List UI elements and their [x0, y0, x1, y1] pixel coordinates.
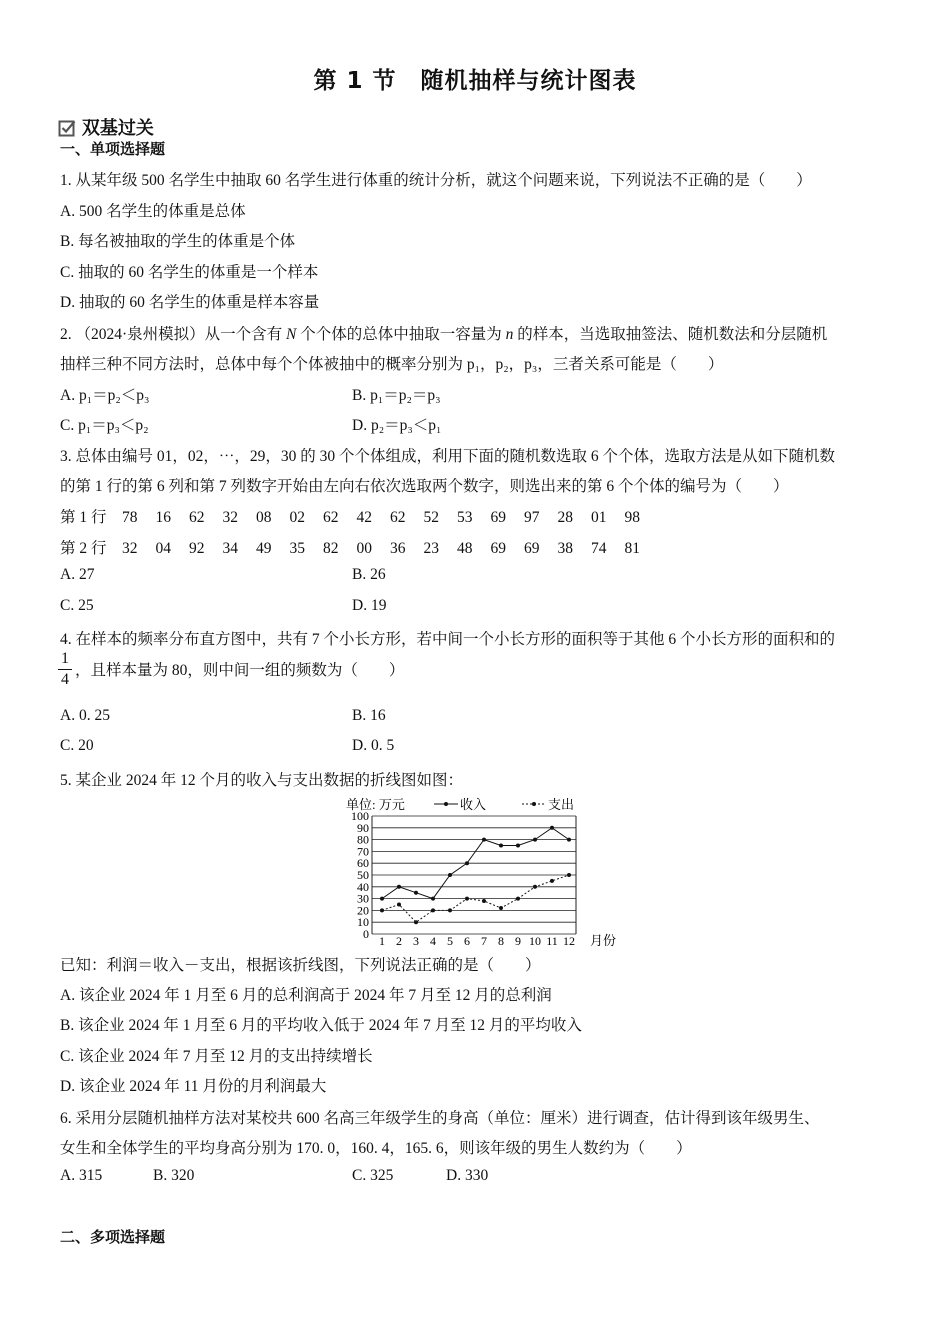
- random-number: 36: [390, 540, 406, 557]
- income-point: [482, 838, 486, 842]
- q3-option-d: D. 19: [352, 597, 387, 614]
- random-number: 97: [524, 509, 540, 526]
- q2-stem-line2: 抽样三种不同方法时，总体中每个个体被抽中的概率分别为 p₁，p₂，p₃，三者关系可能是（ ）: [60, 356, 724, 373]
- y-tick-label: 60: [357, 856, 369, 871]
- section-header-label: 双基过关: [81, 118, 154, 139]
- random-table-row-2: 第 2 行 32 04 92 34 49 35 82 00 36 23 48 69 69 38 74 81: [60, 536, 658, 558]
- q4-stem-line2: ，且样本量为 80，则中间一组的频数为（ ）: [75, 662, 405, 679]
- random-number: 35: [289, 540, 305, 557]
- q4-option-b: B. 16: [352, 707, 386, 724]
- random-number: 23: [423, 540, 439, 557]
- q1-option-a: A. 500 名学生的体重是总体: [60, 203, 246, 220]
- x-tick-label: 6: [464, 934, 470, 948]
- q3-option-a: A. 27: [60, 566, 95, 583]
- random-number: 69: [490, 509, 506, 526]
- random-number: 82: [323, 540, 339, 557]
- x-tick-label: 4: [430, 934, 436, 948]
- y-tick-label: 70: [357, 844, 369, 859]
- x-tick-label: 3: [413, 934, 419, 948]
- q5-known-condition: 已知：利润＝收入－支出，根据该折线图，下列说法正确的是（ ）: [60, 957, 541, 974]
- q2-option-d: D. p₂＝p₃＜p₁: [352, 417, 442, 434]
- q5-option-a: A. 该企业 2024 年 1 月至 6 月的总利润高于 2024 年 7 月至 12 月的总利润: [60, 987, 552, 1004]
- income-point: [533, 838, 537, 842]
- random-number: 49: [256, 540, 272, 557]
- legend-income-label: 收入: [460, 797, 487, 812]
- y-tick-label: 80: [357, 832, 369, 847]
- q2-option-a: A. p₁＝p₂＜p₃: [60, 387, 150, 404]
- chart-unit-label: 单位: 万元: [346, 797, 405, 812]
- random-number: 74: [591, 540, 607, 557]
- section-header: [58, 114, 154, 140]
- expense-point: [482, 899, 486, 903]
- random-number: 92: [189, 540, 205, 557]
- random-number: 08: [256, 509, 272, 526]
- part-two-heading: 二、多项选择题: [60, 1228, 166, 1246]
- random-number: 81: [624, 540, 640, 557]
- q1-stem: 1. 从某年级 500 名学生中抽取 60 名学生进行体重的统计分析，就这个问题来说，下列说法不正确的是（ ）: [60, 172, 812, 189]
- random-number: 04: [155, 540, 171, 557]
- expense-point: [380, 908, 384, 912]
- random-number: 98: [624, 509, 640, 526]
- part-one-heading: 一、单项选择题: [60, 140, 166, 158]
- x-tick-label: 11: [546, 934, 558, 948]
- income-point: [550, 826, 554, 830]
- random-table-row-1: 第 1 行 78 16 62 32 08 02 62 42 62 52 53 69 97 28 01 98: [60, 505, 658, 527]
- q2-option-b: B. p₁＝p₂＝p₃: [352, 387, 441, 404]
- y-tick-label: 0: [363, 927, 369, 941]
- random-number: 32: [122, 540, 138, 557]
- random-number: 00: [356, 540, 372, 557]
- y-tick-label: 30: [357, 891, 369, 906]
- x-tick-label: 10: [529, 934, 541, 948]
- q1-option-b: B. 每名被抽取的学生的体重是个体: [60, 233, 296, 250]
- q1-option-d: D. 抽取的 60 名学生的体重是样本容量: [60, 294, 320, 311]
- chart-legend: [434, 797, 574, 812]
- random-number: 52: [423, 509, 439, 526]
- q4-option-c: C. 20: [60, 737, 94, 754]
- income-point: [499, 844, 503, 848]
- x-tick-label: 9: [515, 934, 521, 948]
- expense-point: [567, 873, 571, 877]
- income-expense-line-chart: [330, 794, 620, 954]
- expense-point: [414, 920, 418, 924]
- q3-stem-line1: 3. 总体由编号 01，02，⋯，29，30 的 30 个个体组成，利用下面的随机数选取 6 个个体，选取方法是从如下随机数: [60, 448, 836, 465]
- x-tick-label: 1: [379, 934, 385, 948]
- q4-option-d: D. 0. 5: [352, 737, 395, 754]
- page-title: 第 1 节 随机抽样与统计图表: [313, 68, 637, 94]
- random-number: 28: [557, 509, 573, 526]
- random-number: 62: [390, 509, 406, 526]
- q4-option-a: A. 0. 25: [60, 707, 110, 724]
- random-number: 16: [155, 509, 171, 526]
- expense-point: [465, 897, 469, 901]
- income-point: [516, 844, 520, 848]
- legend-income-marker: [444, 802, 448, 806]
- random-number: 34: [222, 540, 238, 557]
- q1-option-c: C. 抽取的 60 名学生的体重是一个样本: [60, 264, 319, 281]
- income-point: [567, 838, 571, 842]
- q6-stem-line1: 6. 采用分层随机抽样方法对某校共 600 名高三年级学生的身高（单位：厘米）进行调查，估计得到该年级男生、: [60, 1110, 820, 1127]
- checkbox-icon: [58, 119, 76, 137]
- x-axis-label: 月份: [590, 933, 617, 948]
- income-point: [380, 897, 384, 901]
- income-point: [465, 861, 469, 865]
- random-number: 53: [457, 509, 473, 526]
- q6-option-d: D. 330: [446, 1167, 489, 1184]
- expense-point: [397, 903, 401, 907]
- y-tick-label: 20: [357, 903, 369, 918]
- expense-point: [431, 908, 435, 912]
- q3-option-c: C. 25: [60, 597, 94, 614]
- legend-expense-label: 支出: [548, 797, 575, 812]
- q6-option-b: B. 320: [153, 1167, 195, 1184]
- q5-stem: 5. 某企业 2024 年 12 个月的收入与支出数据的折线图如图：: [60, 772, 464, 789]
- income-point: [431, 897, 435, 901]
- random-number: 62: [189, 509, 205, 526]
- y-tick-label: 50: [357, 868, 369, 882]
- q6-option-a: A. 315: [60, 1167, 103, 1184]
- y-tick-label: 40: [357, 879, 369, 894]
- expense-point: [533, 885, 537, 889]
- random-number: 69: [490, 540, 506, 557]
- q2-stem-line1: 2. （2024·泉州模拟）从一个含有 N 个个体的总体中抽取一容量为 n 的样本，当选取抽签法、随机数法和分层随机: [60, 326, 828, 343]
- q4-stem-line1: 4. 在样本的频率分布直方图中，共有 7 个小长方形，若中间一个小长方形的面积等于其他 6 个小长方形的面积和的: [60, 631, 836, 648]
- y-tick-label: 10: [357, 915, 369, 930]
- x-tick-label: 7: [481, 934, 487, 948]
- q3-stem-line2: 的第 1 行的第 6 列和第 7 列数字开始由左向右依次选取两个数字，则选出来的第 6 个个体的编号为（ ）: [60, 478, 789, 495]
- expense-point: [550, 879, 554, 883]
- q6-option-c: C. 325: [352, 1167, 394, 1184]
- q3-option-b: B. 26: [352, 566, 386, 583]
- x-tick-label: 12: [563, 934, 575, 948]
- x-tick-label: 5: [447, 934, 453, 948]
- expense-point: [448, 908, 452, 912]
- random-number: 48: [457, 540, 473, 557]
- income-point: [397, 885, 401, 889]
- income-point: [414, 891, 418, 895]
- random-number: 38: [557, 540, 573, 557]
- random-number: 69: [524, 540, 540, 557]
- random-number: 32: [222, 509, 238, 526]
- x-tick-label: 2: [396, 934, 402, 948]
- random-number: 62: [323, 509, 339, 526]
- random-number: 02: [289, 509, 305, 526]
- q5-option-d: D. 该企业 2024 年 11 月份的月利润最大: [60, 1078, 327, 1095]
- random-number: 42: [356, 509, 372, 526]
- random-number: 78: [122, 509, 138, 526]
- legend-expense-marker: [532, 802, 536, 806]
- expense-point: [516, 897, 520, 901]
- income-point: [448, 873, 452, 877]
- y-tick-label: 100: [351, 809, 369, 823]
- x-tick-label: 8: [498, 934, 504, 948]
- fraction-one-quarter: 1 4: [58, 650, 72, 689]
- expense-point: [499, 906, 503, 910]
- q6-stem-line2: 女生和全体学生的平均身高分别为 170. 0，160. 4，165. 6，则该年级的男生人数约为（ ）: [60, 1140, 692, 1157]
- y-tick-label: 90: [357, 820, 369, 835]
- q5-option-c: C. 该企业 2024 年 7 月至 12 月的支出持续增长: [60, 1048, 373, 1065]
- q2-option-c: C. p₁＝p₃＜p₂: [60, 417, 149, 434]
- q5-option-b: B. 该企业 2024 年 1 月至 6 月的平均收入低于 2024 年 7 月至 12 月的平均收入: [60, 1017, 582, 1034]
- random-number: 01: [591, 509, 607, 526]
